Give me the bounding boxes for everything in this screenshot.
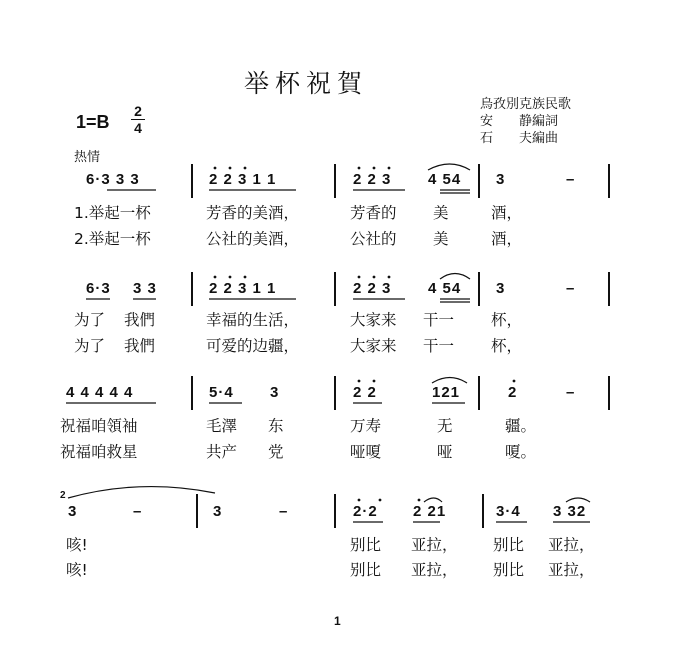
notes-measure: 121 xyxy=(432,384,461,401)
key-signature: 1=B xyxy=(76,112,110,132)
lyric: 杯， xyxy=(491,337,523,355)
lyric: 别比 xyxy=(350,536,382,554)
meter-top: 2 xyxy=(134,103,142,119)
lyric: 杯， xyxy=(491,311,523,329)
notes-measure: 2 2 3 xyxy=(353,280,392,297)
notes-measure: 3 3 xyxy=(133,280,157,297)
lyric: 亚拉， xyxy=(411,561,458,579)
notes-measure: – xyxy=(566,171,576,188)
lyric: 美 xyxy=(433,230,449,248)
lyric: 干一 xyxy=(423,337,455,355)
lyric: 嗄。 xyxy=(505,443,537,461)
lyric: 疆。 xyxy=(505,417,537,435)
lyric: 公社的 xyxy=(350,230,397,248)
lyric: 大家来 xyxy=(350,311,397,329)
lyric: 亚拉， xyxy=(411,536,458,554)
lyric: 2.举起一杯 xyxy=(74,230,151,248)
lyric: 酒， xyxy=(491,204,523,222)
lyric: 芳香的 xyxy=(350,204,397,222)
grace-note: 2 xyxy=(60,490,67,501)
lyric: 祝福咱救星 xyxy=(60,443,138,461)
lyric: 党 xyxy=(268,443,284,461)
lyric: 哑 xyxy=(437,443,453,461)
lyric: 干一 xyxy=(423,311,455,329)
notes-measure: – xyxy=(566,384,576,401)
notes-measure: 2·2 xyxy=(353,503,378,520)
notes-measure: 4 54 xyxy=(428,171,462,188)
notes-measure: 2 xyxy=(508,384,518,401)
lyric: 哑嗄 xyxy=(350,443,382,461)
lyric: 为了 xyxy=(74,337,106,355)
lyric: 咳! xyxy=(66,561,88,579)
credit-origin: 烏孜別克族民歌 xyxy=(480,97,572,112)
lyric: 万寿 xyxy=(350,417,382,435)
lyric: 无 xyxy=(437,417,453,435)
lyric: 我們 xyxy=(124,337,156,355)
lyric: 芳香的美酒， xyxy=(206,204,300,222)
notes-measure: 2 2 3 xyxy=(353,171,392,188)
lyric: 我們 xyxy=(124,311,156,329)
notes-measure: 3 xyxy=(270,384,280,401)
notes-measure: 2 21 xyxy=(413,503,447,520)
tempo-marking: 热情 xyxy=(74,150,101,165)
notes-measure: 2 2 3 1 1 xyxy=(209,280,277,297)
lyric: 别比 xyxy=(350,561,382,579)
notes-measure: 3 xyxy=(496,171,506,188)
notes-measure: 3 xyxy=(213,503,223,520)
lyric: 咳! xyxy=(66,536,88,554)
notes-measure: 3 32 xyxy=(553,503,587,520)
notes-measure: 3 xyxy=(68,503,78,520)
notes-measure: 2 2 xyxy=(353,384,377,401)
lyric: 1.举起一杯 xyxy=(74,204,151,222)
lyric: 可爱的边疆， xyxy=(206,337,300,355)
notes-measure: 4 54 xyxy=(428,280,462,297)
page-number: 1 xyxy=(334,614,341,628)
lyric: 公社的美酒， xyxy=(206,230,300,248)
credit-arranger: 石 夫編曲 xyxy=(480,131,559,146)
lyric: 亚拉， xyxy=(548,536,595,554)
notes-measure: 4 4 4 4 4 xyxy=(66,384,134,401)
notes-measure: 2 2 3 1 1 xyxy=(209,171,277,188)
lyric: 酒， xyxy=(491,230,523,248)
lyric: 祝福咱領袖 xyxy=(60,417,138,435)
notes-measure: – xyxy=(133,503,143,520)
notes-measure: 3·4 xyxy=(496,503,521,520)
notes-measure: – xyxy=(279,503,289,520)
lyric: 大家来 xyxy=(350,337,397,355)
notes-measure: 5·4 xyxy=(209,384,234,401)
lyric: 共产 xyxy=(206,443,238,461)
lyric: 别比 xyxy=(493,561,525,579)
lyric: 亚拉， xyxy=(548,561,595,579)
lyric: 幸福的生活， xyxy=(206,311,300,329)
lyric: 毛澤 xyxy=(206,417,238,435)
notes-measure: – xyxy=(566,280,576,297)
lyric: 东 xyxy=(268,417,284,435)
notes-measure: 6·3 xyxy=(86,280,111,297)
song-title: 举杯祝賀 xyxy=(244,69,369,98)
lyric: 为了 xyxy=(74,311,106,329)
meter-bottom: 4 xyxy=(134,120,142,136)
credit-lyricist: 安 静編詞 xyxy=(480,114,559,129)
lyric: 美 xyxy=(433,204,449,222)
notes-measure: 3 xyxy=(496,280,506,297)
lyric: 别比 xyxy=(493,536,525,554)
notes-measure: 6·3 3 3 xyxy=(86,171,140,188)
